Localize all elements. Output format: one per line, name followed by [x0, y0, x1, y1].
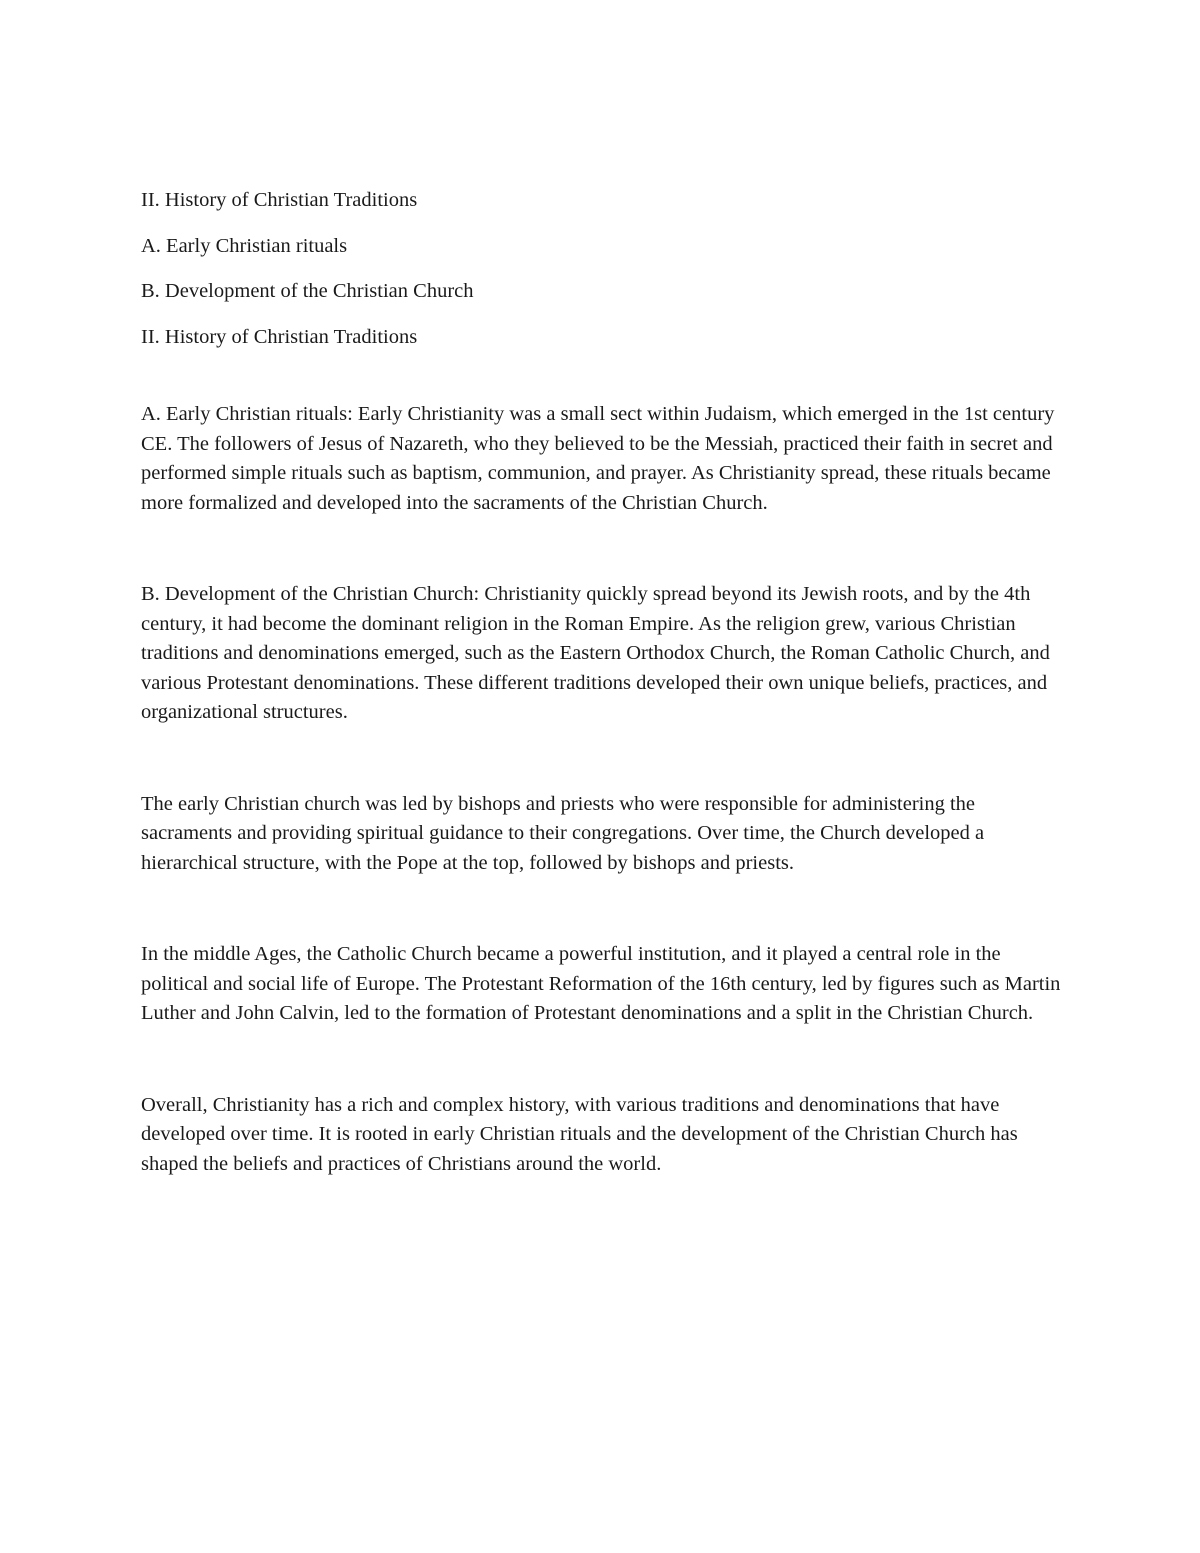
outline-item-church-development: B. Development of the Christian Church — [141, 280, 474, 302]
outline — [141, 186, 1066, 352]
document-body — [141, 186, 1066, 1179]
paragraph-middle-ages: In the middle Ages, the Catholic Church became a powerful institution, and it played a central role in the political and social life of Europe. The Protestant Reformation of the 16th century, led by figures such as Martin Luther and John Calvin, led to the formation of Protestant denominations and a split in the Christian Church. — [141, 943, 1061, 1024]
paragraph-church-leadership: The early Christian church was led by bishops and priests who were responsible for administering the sacraments and providing spiritual guidance to their congregations. Over time, the Church developed a hierarchical structure, with the Pope at the top, followed by bishops and priests. — [141, 792, 985, 874]
paragraph-overall: Overall, Christianity has a rich and complex history, with various traditions and denominations that have developed over time. It is rooted in early Christian rituals and the development of the Christian Church has shaped the beliefs and practices of Christians around the world. — [141, 1093, 1018, 1175]
outline-item-early-rituals: A. Early Christian rituals — [141, 234, 348, 257]
paragraph-church-development: B. Development of the Christian Church: Christianity quickly spread beyond its Jewish roots, and by the 4th century, it had become the dominant religion in the Roman Empire. As the religion grew, various Christian traditions and denominations emerged, such as the Eastern Orthodox Church, the Roman Catholic Church, and various Protestant denominations. These different traditions developed their own unique beliefs, practices, and organizational structures. — [141, 583, 1050, 723]
outline-heading-repeat: II. History of Christian Traditions — [141, 325, 418, 348]
outline-heading: II. History of Christian Traditions — [141, 189, 418, 211]
paragraph-early-rituals: A. Early Christian rituals: Early Christianity was a small sect within Judaism, which emerged in the 1st century CE. The followers of Jesus of Nazareth, who they believed to be the Messiah, practiced their faith in secret and performed simple rituals such as baptism, communion, and prayer. As Christianity spread, these rituals became more formalized and developed into the sacraments of the Christian Church. — [141, 403, 1055, 514]
